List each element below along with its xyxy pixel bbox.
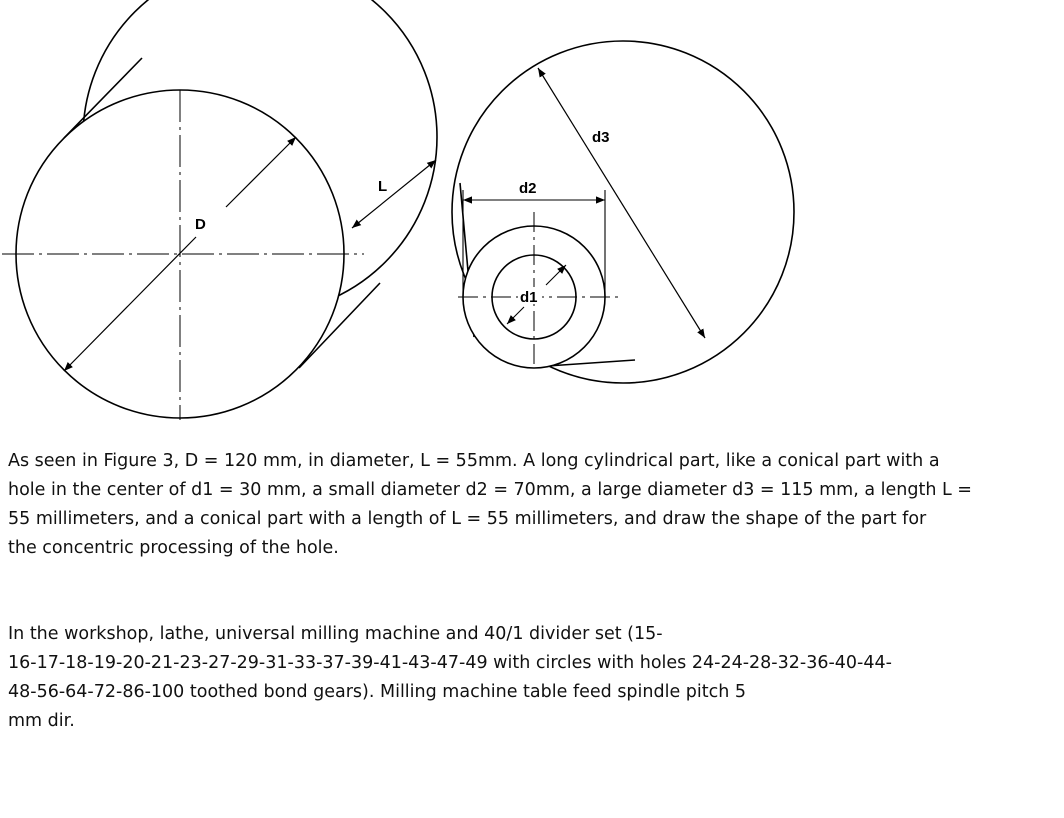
label-D: D [195, 216, 206, 233]
problem-statement-paragraph: As seen in Figure 3, D = 120 mm, in diameter, L = 55mm. A long cylindrical part, like a conical part with a hole in the center of d1 = 30 mm, a small diameter d2 = 70mm, a large diameter d3 = 115 mm, a length L = 55 millimeters, and a conical part with a length of L = 55 millimeters, and draw the shape of the part for the concentric processing of the hole. [8, 451, 972, 558]
workshop-setup-paragraph: In the workshop, lathe, universal milling machine and 40/1 divider set (15- 16-17-18-19-20-21-23-27-29-31-33-37-39-41-43-47-49 with circles with holes 24-24-28-32-36-40-44- 48-56-64-72-86-100 toothed bond gears). Milling machine table feed spindle pitch 5 mm dir. [8, 624, 892, 731]
label-L: L [378, 178, 388, 195]
cone-view [452, 41, 794, 383]
label-d2: d2 [519, 180, 537, 197]
dimension-L-line [352, 160, 436, 228]
label-d3: d3 [592, 129, 610, 146]
label-d1: d1 [520, 289, 538, 306]
